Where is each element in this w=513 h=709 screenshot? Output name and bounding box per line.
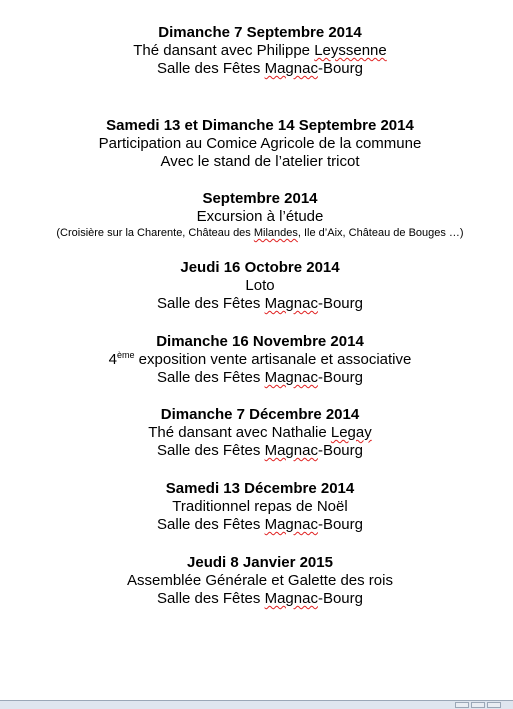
event-title: Jeudi 8 Janvier 2015 xyxy=(187,554,333,571)
event-location: Salle des Fêtes Magnac-Bourg xyxy=(157,442,363,459)
event-description: Participation au Comice Agricole de la commune xyxy=(98,135,422,152)
event-description: Assemblée Générale et Galette des rois xyxy=(127,572,393,589)
spellcheck-word: Legay xyxy=(330,424,372,441)
event-description: Excursion à l’étude xyxy=(196,208,324,225)
event-description: Traditionnel repas de Noël xyxy=(172,498,348,515)
event-location: Salle des Fêtes Magnac-Bourg xyxy=(157,60,363,77)
event-description: Loto xyxy=(245,277,275,294)
spellcheck-word: Magnac xyxy=(264,442,318,459)
event-description: Avec le stand de l’atelier tricot xyxy=(160,153,360,170)
event-title: Dimanche 7 Décembre 2014 xyxy=(160,406,360,423)
event-location: Salle des Fêtes Magnac-Bourg xyxy=(157,590,363,607)
event-note: (Croisière sur la Charente, Château des Milandes, Ile d’Aix, Château de Bouges …) xyxy=(56,227,464,239)
event-location: Salle des Fêtes Magnac-Bourg xyxy=(157,369,363,386)
event-title: Samedi 13 Décembre 2014 xyxy=(165,480,355,497)
event-title: Dimanche 16 Novembre 2014 xyxy=(156,333,364,350)
spellcheck-word: Magnac xyxy=(264,60,318,77)
event-title: Septembre 2014 xyxy=(202,190,318,207)
spellcheck-word: Magnac xyxy=(264,590,318,607)
event-description: Thé dansant avec Philippe Leyssenne xyxy=(133,42,387,59)
event-block xyxy=(0,333,513,387)
event-block xyxy=(0,480,513,534)
view-normal-button[interactable] xyxy=(455,702,469,708)
spellcheck-word: Magnac xyxy=(264,369,318,386)
event-block xyxy=(0,406,513,460)
event-title: Samedi 13 et Dimanche 14 Septembre 2014 xyxy=(106,117,414,134)
event-description: 4ème exposition vente artisanale et associative xyxy=(108,350,412,368)
event-block xyxy=(0,259,513,313)
view-outline-button[interactable] xyxy=(487,702,501,708)
spellcheck-word: Leyssenne xyxy=(314,42,387,59)
spellcheck-word: Magnac xyxy=(264,295,318,312)
event-title: Dimanche 7 Septembre 2014 xyxy=(158,24,362,41)
event-description: Thé dansant avec Nathalie Legay xyxy=(148,424,372,441)
event-block xyxy=(0,117,513,171)
spellcheck-word: Milandes xyxy=(253,227,298,239)
event-title: Jeudi 16 Octobre 2014 xyxy=(180,259,340,276)
spellcheck-word: Magnac xyxy=(264,516,318,533)
event-location: Salle des Fêtes Magnac-Bourg xyxy=(157,295,363,312)
event-block xyxy=(0,554,513,608)
event-block xyxy=(0,190,513,240)
event-location: Salle des Fêtes Magnac-Bourg xyxy=(157,516,363,533)
event-block xyxy=(0,24,513,78)
view-layout-button[interactable] xyxy=(471,702,485,708)
